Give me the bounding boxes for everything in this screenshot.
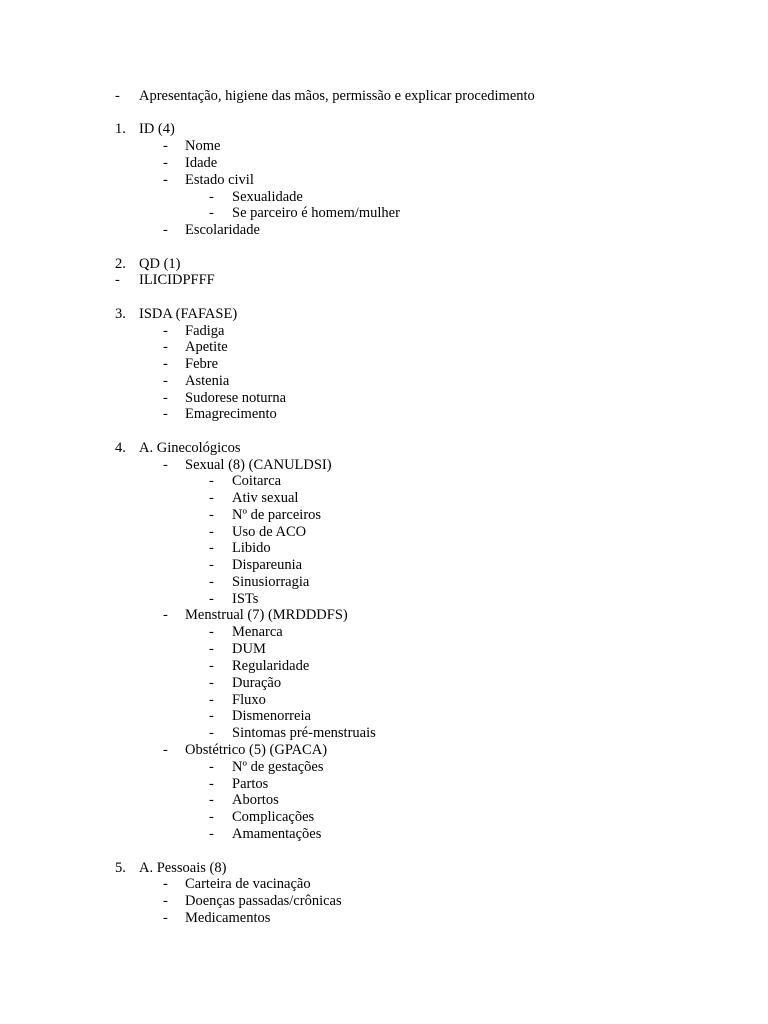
- section-number: 4.: [115, 440, 126, 456]
- list-marker: -: [209, 507, 214, 523]
- list-marker: -: [163, 910, 168, 926]
- list-marker: -: [209, 557, 214, 573]
- intro-text: Apresentação, higiene das mãos, permissão e explicar procedimento: [139, 88, 535, 104]
- sub-list-item-text: Complicações: [232, 809, 315, 825]
- list-item-text: ILICIDPFFF: [139, 272, 215, 288]
- sub-list-item-text: DUM: [232, 641, 266, 657]
- list-marker: -: [163, 138, 168, 154]
- sub-list-item-text: Partos: [232, 776, 269, 792]
- list-marker: -: [209, 776, 214, 792]
- list-marker: -: [209, 725, 214, 741]
- list-marker: -: [209, 641, 214, 657]
- list-marker: -: [209, 473, 214, 489]
- section-title: QD (1): [139, 256, 181, 272]
- list-item-text: Sexual (8) (CANULDSI): [185, 457, 332, 473]
- list-item-text: Obstétrico (5) (GPACA): [185, 742, 328, 758]
- sub-list-item-text: Libido: [232, 540, 271, 556]
- section-title: ISDA (FAFASE): [139, 306, 238, 322]
- list-marker: -: [163, 323, 168, 339]
- sub-list-item-text: Fluxo: [232, 692, 266, 708]
- list-marker: -: [163, 155, 168, 171]
- list-marker: -: [163, 356, 168, 372]
- list-marker: -: [209, 591, 214, 607]
- list-marker: -: [163, 457, 168, 473]
- sub-list-item-text: Coitarca: [232, 473, 282, 489]
- list-marker: -: [209, 205, 214, 221]
- sub-list-item-text: Sinusiorragia: [232, 574, 310, 590]
- sub-list-item-text: Menarca: [232, 624, 283, 640]
- list-marker: -: [209, 624, 214, 640]
- sub-list-item-text: Abortos: [232, 792, 279, 808]
- list-marker: -: [209, 792, 214, 808]
- list-item-text: Estado civil: [185, 172, 254, 188]
- list-item-text: Astenia: [185, 373, 230, 389]
- section-number: 5.: [115, 860, 126, 876]
- list-marker: -: [163, 390, 168, 406]
- section-number: 2.: [115, 256, 126, 272]
- section-number: 3.: [115, 306, 126, 322]
- list-marker: -: [163, 406, 168, 422]
- sub-list-item-text: Amamentações: [232, 826, 322, 842]
- list-marker: -: [163, 172, 168, 188]
- list-marker: -: [209, 759, 214, 775]
- list-item-text: Sudorese noturna: [185, 390, 287, 406]
- sub-list-item-text: ISTs: [232, 591, 259, 607]
- list-marker: -: [163, 339, 168, 355]
- list-item-text: Apetite: [185, 339, 228, 355]
- list-marker: -: [163, 742, 168, 758]
- list-marker: -: [209, 524, 214, 540]
- list-item-text: Nome: [185, 138, 221, 154]
- list-marker: -: [209, 692, 214, 708]
- section-title: A. Pessoais (8): [139, 860, 227, 876]
- section-title: A. Ginecológicos: [139, 440, 241, 456]
- list-marker: -: [163, 222, 168, 238]
- list-marker: -: [163, 893, 168, 909]
- sub-list-item-text: Sexualidade: [232, 189, 303, 205]
- list-marker: -: [209, 490, 214, 506]
- list-marker: -: [163, 373, 168, 389]
- section-title: ID (4): [139, 121, 175, 137]
- list-item-text: Medicamentos: [185, 910, 271, 926]
- list-item-text: Doenças passadas/crônicas: [185, 893, 342, 909]
- sub-list-item-text: Regularidade: [232, 658, 310, 674]
- list-marker: -: [163, 876, 168, 892]
- list-marker: -: [115, 272, 120, 288]
- list-marker: -: [209, 574, 214, 590]
- list-marker: -: [209, 189, 214, 205]
- list-marker: -: [209, 826, 214, 842]
- sub-list-item-text: Se parceiro é homem/mulher: [232, 205, 400, 221]
- list-item-text: Febre: [185, 356, 219, 372]
- list-marker: -: [115, 88, 120, 104]
- sub-list-item-text: Dispareunia: [232, 557, 303, 573]
- list-marker: -: [209, 708, 214, 724]
- list-item-text: Fadiga: [185, 323, 225, 339]
- sub-list-item-text: Dismenorreia: [232, 708, 311, 724]
- list-item-text: Escolaridade: [185, 222, 260, 238]
- sub-list-item-text: Ativ sexual: [232, 490, 299, 506]
- list-item-text: Idade: [185, 155, 218, 171]
- sub-list-item-text: Nº de gestações: [232, 759, 324, 775]
- sub-list-item-text: Uso de ACO: [232, 524, 307, 540]
- list-item-text: Menstrual (7) (MRDDDFS): [185, 607, 348, 623]
- list-marker: -: [209, 540, 214, 556]
- list-marker: -: [209, 675, 214, 691]
- sub-list-item-text: Sintomas pré-menstruais: [232, 725, 376, 741]
- list-item-text: Emagrecimento: [185, 406, 277, 422]
- list-marker: -: [163, 607, 168, 623]
- list-item-text: Carteira de vacinação: [185, 876, 311, 892]
- sub-list-item-text: Duração: [232, 675, 282, 691]
- sub-list-item-text: Nº de parceiros: [232, 507, 322, 523]
- section-number: 1.: [115, 121, 126, 137]
- list-marker: -: [209, 809, 214, 825]
- list-marker: -: [209, 658, 214, 674]
